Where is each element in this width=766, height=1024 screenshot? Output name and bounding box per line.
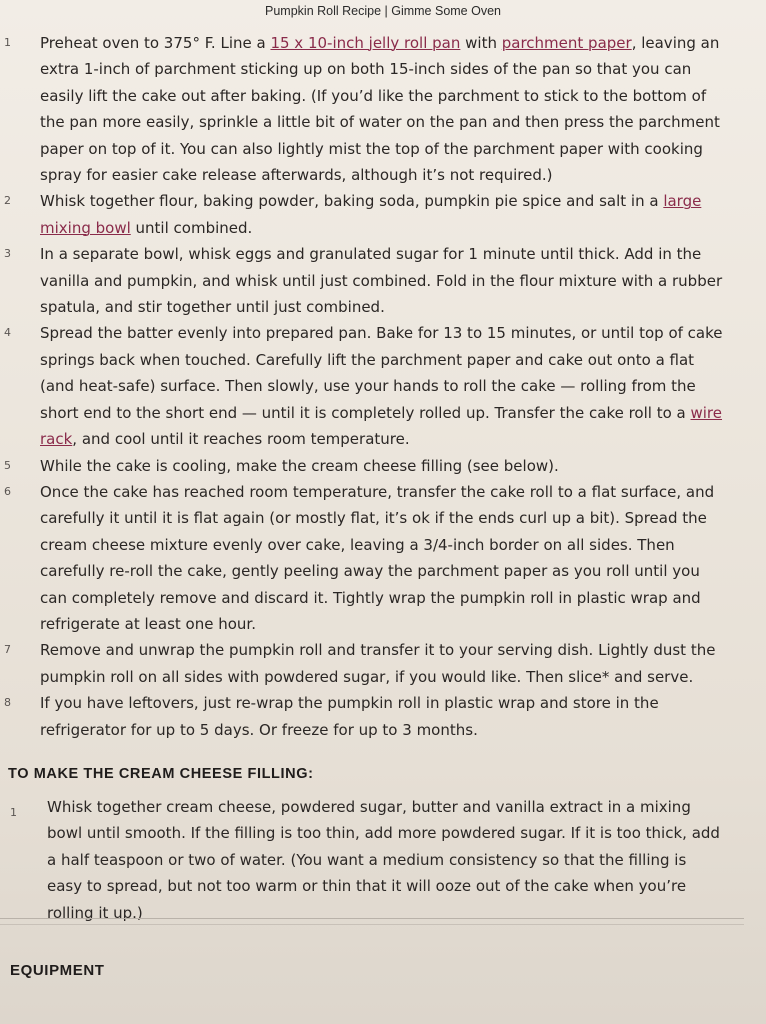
equipment-heading: EQUIPMENT bbox=[10, 962, 105, 979]
recipe-link[interactable]: large mixing bowl bbox=[40, 192, 702, 237]
instruction-step bbox=[0, 320, 766, 452]
step-text-segment: until combined. bbox=[130, 218, 253, 237]
step-text bbox=[40, 320, 726, 452]
step-number: 1 bbox=[10, 806, 17, 819]
step-text-segment: Preheat oven to 375° F. Line a bbox=[40, 34, 271, 52]
instruction-step bbox=[0, 479, 766, 637]
filling-heading: TO MAKE THE CREAM CHEESE FILLING: bbox=[8, 766, 314, 782]
step-text-segment: In a separate bowl, whisk eggs and granulated sugar for 1 minute until thick. Add in the vanilla and pumpkin, and whisk until just combined. Fold in the flour mixture with a rubber spatula, and stir together until just combined. bbox=[40, 245, 723, 317]
step-number: 2 bbox=[4, 194, 11, 208]
step-text bbox=[40, 637, 726, 690]
section-divider bbox=[0, 918, 744, 919]
section-divider bbox=[0, 924, 744, 925]
step-text-segment: , and cool until it reaches room temperature. bbox=[72, 430, 410, 449]
instruction-step bbox=[0, 637, 766, 690]
page-header-title: Pumpkin Roll Recipe | Gimme Some Oven bbox=[265, 4, 501, 18]
step-text-segment: While the cake is cooling, make the cream cheese filling (see below). bbox=[40, 456, 559, 475]
recipe-link[interactable]: parchment paper bbox=[501, 34, 632, 52]
step-text bbox=[40, 241, 726, 320]
step-number: 5 bbox=[4, 458, 11, 472]
step-text bbox=[40, 30, 726, 188]
step-text-segment: Remove and unwrap the pumpkin roll and transfer it to your serving dish. Lightly dust the pumpkin roll on all sides with powdered sugar, if you would like. Then slice* and serve. bbox=[40, 641, 716, 686]
instruction-step bbox=[0, 30, 766, 188]
recipe-link[interactable]: wire rack bbox=[40, 403, 723, 449]
step-number: 3 bbox=[4, 247, 11, 261]
step-number: 1 bbox=[4, 36, 11, 49]
step-text-segment: Whisk together cream cheese, powdered sugar, butter and vanilla extract in a mixing bowl until smooth. If the filling is too thin, add more powdered sugar. If it is too thick, add a half teaspoon or two of water. (You want a medium consistency so that the filling is easy to spread, but not too warm or thin that it will ooze out of the cake when you’re rolling it up.) bbox=[47, 798, 720, 922]
instruction-step bbox=[0, 690, 766, 743]
step-text-segment: If you have leftovers, just re-wrap the pumpkin roll in plastic wrap and store in the refrigerator for up to 5 days. Or freeze for up to 3 months. bbox=[40, 694, 659, 739]
step-number: 7 bbox=[4, 643, 11, 657]
step-number: 8 bbox=[4, 696, 11, 710]
instruction-step bbox=[0, 794, 766, 926]
step-text bbox=[40, 479, 726, 637]
step-text bbox=[47, 794, 726, 926]
filling-steps-list bbox=[0, 794, 766, 926]
instruction-step bbox=[0, 453, 766, 479]
step-number: 4 bbox=[4, 326, 11, 340]
step-text bbox=[40, 453, 726, 479]
step-text-segment: Whisk together flour, baking powder, baking soda, pumpkin pie spice and salt in a bbox=[40, 192, 664, 211]
recipe-link[interactable]: 15 x 10-inch jelly roll pan bbox=[270, 34, 461, 52]
step-text-segment: Spread the batter evenly into prepared pan. Bake for 13 to 15 minutes, or until top of cake springs back when touched. Carefully lift the parchment paper and cake out onto a flat (and heat-safe) surface. Then slowly, use your hands to roll the cake — rolling from the short end to the short end — until it is completely rolled up. Transfer the cake roll to a bbox=[40, 324, 723, 422]
instruction-step bbox=[0, 188, 766, 241]
step-number: 6 bbox=[4, 484, 11, 498]
instruction-step bbox=[0, 241, 766, 320]
step-text-segment: Once the cake has reached room temperature, transfer the cake roll to a flat surface, and carefully it until it is flat again (or mostly flat, it’s ok if the ends curl up a bit). Spread the cream cheese mixture evenly over cake, leaving a 3/4-inch border on all sides. Then carefully re-roll the cake, gently peeling away the parchment paper as you roll until you can completely remove and discard it. Tightly wrap the pumpkin roll in plastic wrap and refrigerate at least one hour. bbox=[40, 482, 715, 633]
step-text-segment: with bbox=[460, 34, 502, 52]
instructions-list bbox=[0, 30, 766, 743]
step-text-segment: , leaving an extra 1-inch of parchment sticking up on both 15-inch sides of the pan so that you can easily lift the cake out after baking. (If you’d like the parchment to stick to the bottom of the pan more easily, sprinkle a little bit of water on the pan and then press the parchment paper on top of it. You can also lightly mist the top of the parchment paper with cooking spray for easier cake release afterwards, although it’s not required.) bbox=[40, 34, 720, 185]
step-text bbox=[40, 188, 726, 241]
step-text bbox=[40, 690, 726, 743]
